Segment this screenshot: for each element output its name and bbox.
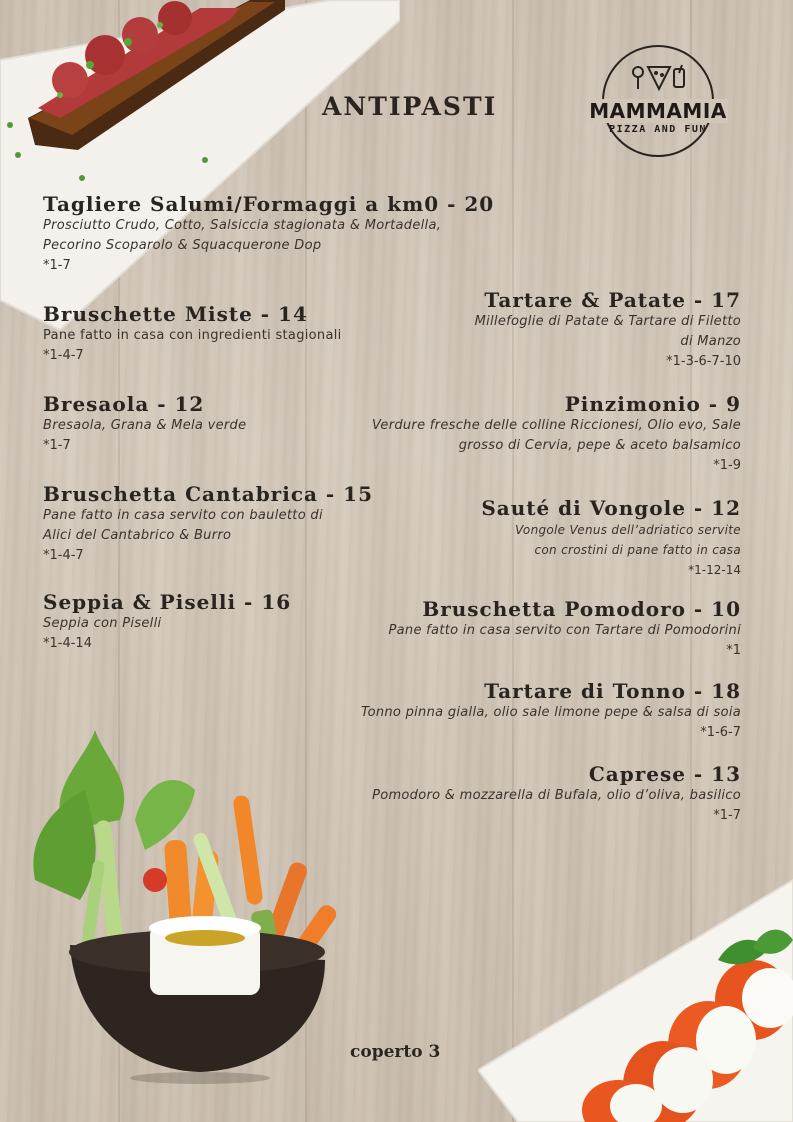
- pizza-slice-icon: [648, 67, 670, 89]
- menu-item: [43, 482, 373, 566]
- item-desc: Pane fatto in casa servito con Tartare di Pomodorini: [388, 623, 741, 638]
- caprese-plate-photo: [478, 870, 793, 1122]
- item-desc: Pane fatto in casa servito con bauletto di: [43, 508, 323, 523]
- item-desc: Prosciutto Crudo, Cotto, Salsiccia stagionata & Mortadella,: [43, 218, 442, 233]
- item-name: Caprese - 13: [588, 762, 741, 786]
- tartare-dish-photo: [0, 0, 400, 340]
- item-desc: Seppia con Piselli: [43, 616, 162, 631]
- item-name: Bruschetta Cantabrica - 15: [43, 482, 374, 506]
- item-desc: Alici del Cantabrico & Burro: [43, 528, 232, 543]
- allergen-code: *1-12-14: [688, 563, 741, 577]
- menu-item: [389, 597, 742, 661]
- allergen-code: *1-4-7: [43, 348, 84, 363]
- item-name: Bruschette Miste - 14: [43, 302, 308, 326]
- menu-item: [43, 392, 246, 456]
- allergen-code: *1: [726, 643, 741, 658]
- allergen-code: *1-7: [43, 438, 71, 453]
- logo-icons: [626, 63, 690, 93]
- item-name: Seppia & Piselli - 16: [43, 590, 292, 614]
- item-desc: con crostini di pane fatto in casa: [534, 543, 741, 557]
- item-name: Bruschetta Pomodoro - 10: [422, 597, 741, 621]
- menu-item: [43, 302, 342, 366]
- item-desc: Bresaola, Grana & Mela verde: [43, 418, 247, 433]
- item-name: Tagliere Salumi/Formaggi a km0 - 20: [43, 192, 495, 216]
- allergen-code: *1-4-7: [43, 548, 84, 563]
- menu-item: [372, 762, 741, 826]
- item-name: Tartare & Patate - 17: [484, 288, 741, 312]
- item-desc: Pane fatto in casa con ingredienti stagionali: [43, 328, 342, 343]
- menu-item: [481, 496, 741, 580]
- allergen-code: *1-4-14: [43, 636, 92, 651]
- allergen-code: *1-6-7: [700, 725, 741, 740]
- cover-charge: coperto 3: [350, 1042, 441, 1062]
- item-name: Pinzimonio - 9: [564, 392, 741, 416]
- menu-item: [372, 392, 741, 476]
- item-desc: di Manzo: [680, 334, 741, 349]
- item-name: Tartare di Tonno - 18: [484, 679, 741, 703]
- allergen-code: *1-9: [713, 458, 741, 473]
- item-desc: Millefoglie di Patate & Tartare di Filetto: [474, 314, 741, 329]
- menu-item: [43, 192, 494, 276]
- menu-item: [475, 288, 741, 372]
- item-desc: Vongole Venus dell’adriatico servite: [515, 523, 741, 537]
- restaurant-logo: [588, 45, 728, 167]
- allergen-code: *1-7: [43, 258, 71, 273]
- section-title: ANTIPASTI: [322, 92, 498, 121]
- microphone-icon: [633, 67, 643, 89]
- item-desc: grosso di Cervia, pepe & aceto balsamico: [458, 438, 741, 453]
- drink-icon: [674, 65, 684, 87]
- allergen-code: *1-3-6-7-10: [666, 354, 741, 369]
- item-name: Sauté di Vongole - 12: [481, 496, 741, 520]
- item-desc: Pomodoro & mozzarella di Bufala, olio d’oliva, basilico: [372, 788, 741, 803]
- item-name: Bresaola - 12: [43, 392, 205, 416]
- logo-tagline: PIZZA AND FUN: [609, 124, 707, 135]
- menu-item: [43, 590, 291, 654]
- item-desc: Tonno pinna gialla, olio sale limone pepe & salsa di soia: [360, 705, 741, 720]
- item-desc: Pecorino Scoparolo & Squacquerone Dop: [43, 238, 322, 253]
- item-desc: Verdure fresche delle colline Riccionesi, Olio evo, Sale: [371, 418, 741, 433]
- pinzimonio-bowl-photo: [25, 700, 345, 1090]
- menu-item: [361, 679, 741, 743]
- allergen-code: *1-7: [713, 808, 741, 823]
- logo-name: MAMMAMIA: [589, 99, 727, 123]
